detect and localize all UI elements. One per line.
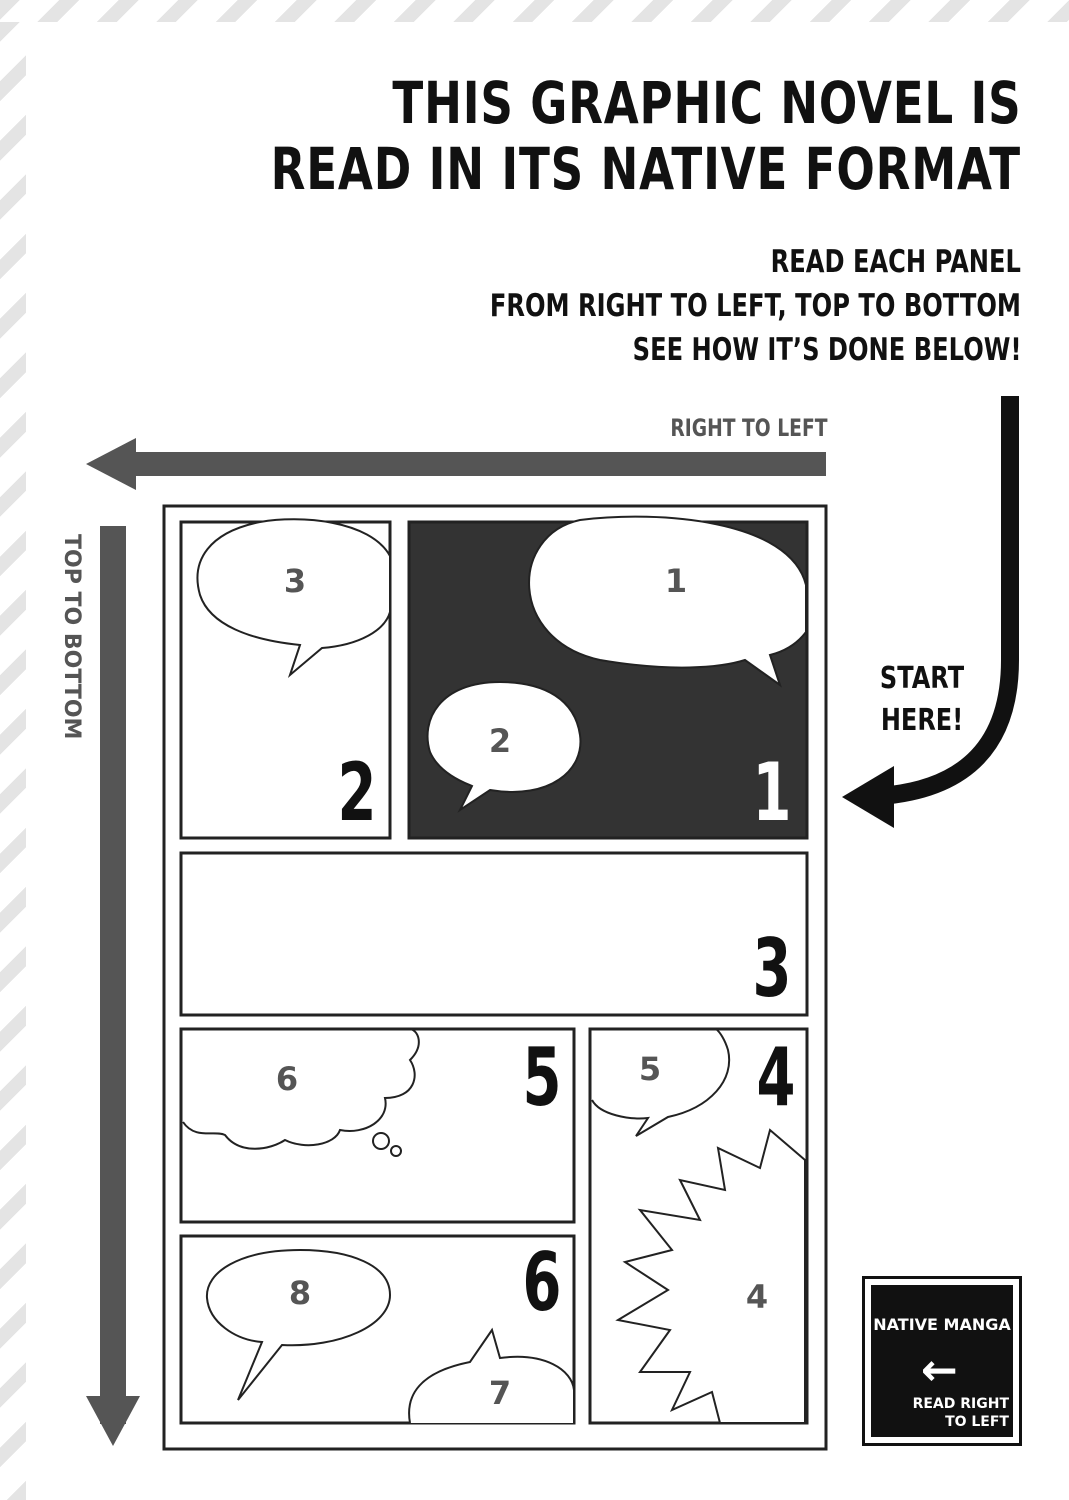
- panel-1: [409, 517, 807, 838]
- right-to-left-label: RIGHT TO LEFT: [670, 414, 828, 442]
- instruction-line-2: FROM RIGHT TO LEFT, TOP TO BOTTOM: [489, 288, 1021, 324]
- panel-number-5: 5: [522, 1032, 562, 1125]
- badge-bottom-line-1: READ RIGHT: [912, 1396, 1009, 1412]
- start-label-line-1: START: [879, 661, 965, 696]
- start-label-line-2: HERE!: [880, 703, 964, 738]
- panel-number-3: 3: [752, 923, 792, 1016]
- panel-3: [181, 853, 807, 1015]
- panel-number-1: 1: [752, 747, 792, 840]
- native-manga-badge: [862, 1276, 1022, 1446]
- title-line-1: THIS GRAPHIC NOVEL IS: [391, 69, 1021, 137]
- instruction-line-1: READ EACH PANEL: [770, 244, 1021, 280]
- bubble-number-5: 5: [638, 1050, 662, 1088]
- panel-6: [181, 1236, 574, 1423]
- bubble-number-3: 3: [283, 562, 307, 600]
- right-to-left-arrow: [86, 438, 826, 490]
- panel-number-2: 2: [337, 747, 377, 840]
- top-to-bottom-label: TOP TO BOTTOM: [59, 534, 84, 740]
- bubble-number-8: 8: [288, 1274, 312, 1312]
- badge-bottom-line-2: TO LEFT: [945, 1414, 1009, 1430]
- badge-bottom-label: [871, 1395, 1009, 1431]
- instruction-line-3: SEE HOW IT’S DONE BELOW!: [632, 332, 1021, 368]
- top-to-bottom-arrow: [86, 526, 140, 1446]
- start-here-arrow: [842, 396, 1010, 828]
- badge-inner: [871, 1285, 1013, 1437]
- left-arrow-icon: ←: [921, 1345, 958, 1396]
- badge-top-label: NATIVE MANGA: [873, 1315, 1011, 1334]
- bubble-number-4: 4: [745, 1278, 769, 1316]
- panel-number-4: 4: [756, 1032, 796, 1125]
- bubble-number-1: 1: [664, 562, 688, 600]
- bubble-number-6: 6: [275, 1060, 299, 1098]
- title-line-2: READ IN ITS NATIVE FORMAT: [270, 135, 1021, 203]
- bubble-number-7: 7: [488, 1374, 512, 1412]
- bubble-number-2: 2: [488, 722, 512, 760]
- panel-5: [181, 1029, 574, 1222]
- panel-number-6: 6: [522, 1237, 562, 1330]
